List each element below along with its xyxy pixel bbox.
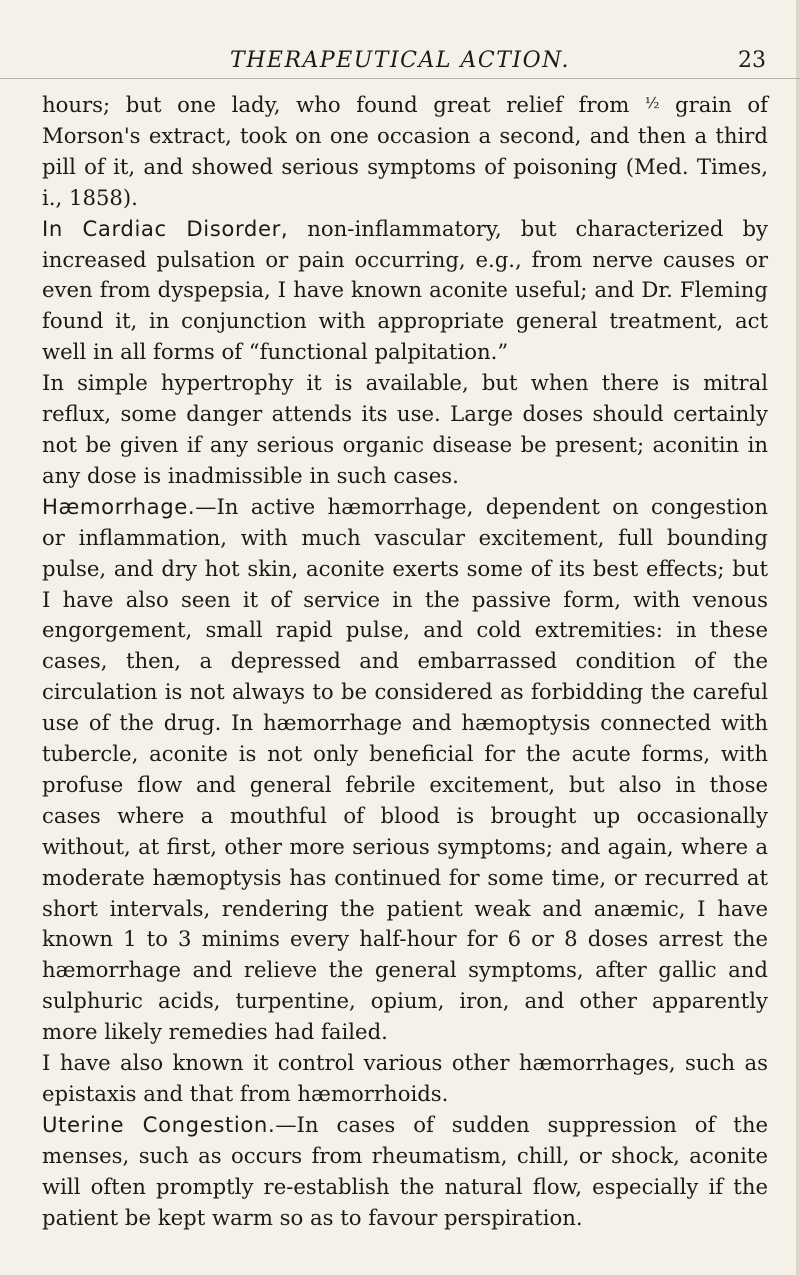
paragraph-text: In simple hypertrophy it is available, but when there is mitral reflux, some danger attends its use. Large doses should certainly not be given if any serious organic disease be present; aconitin in any dose is inadmissible in such cases.: [42, 370, 768, 488]
paragraph-text: hours; but one lady, who found great relief from: [42, 92, 645, 117]
paragraph-cardiac-disorder: [42, 214, 768, 369]
paragraph-text: non-inflammatory, but characterized by increased pulsation or pain occurring, e.g., from nerve causes or even from dyspepsia, I have known aconite useful; and Dr. Fleming found it, in conjunction with appropriate general treatment, act well in all forms of “functional palpitation.”: [42, 215, 769, 365]
paragraph-haemorrhage: [42, 492, 768, 1048]
paragraph-tail: grain of Morson's extract, took on one occasion a second, and then a third pill of it, and showed serious symptoms of poisoning (Med. Times, i., 1858).: [42, 92, 768, 210]
section-heading: Uterine Congestion.: [42, 1111, 276, 1137]
section-heading: Hæmorrhage.: [42, 493, 196, 519]
running-title: THERAPEUTICAL ACTION.: [230, 48, 570, 73]
paragraph-text: —In active hæmorrhage, dependent on congestion or inflammation, with much vascular excitement, full bounding pulse, and dry hot skin, aconite exerts some of its best effects; but I have also seen it of service in the passive form, with venous engorgement, small rapid pulse, and cold extremities: in these cases, then, a depressed and embarrassed condition of the circulation is not always to be considered as forbidding the careful use of the drug. In hæmorrhage and hæmoptysis connected with tubercle, aconite is not only beneficial for the acute forms, with profuse flow and general febrile excitement, but also in those cases where a mouthful of blood is brought up occasionally without, at first, other more serious symptoms; and again, where a moderate hæmoptysis has continued for some time, or recurred at short intervals, rendering the patient weak and anæmic, I have known 1 to 3 minims every half-hour for 6 or 8 doses arrest the hæmorrhage and relieve the general symptoms, after gallic and sulphuric acids, turpentine, opium, iron, and other apparently more likely remedies had failed.: [42, 493, 768, 1045]
running-header: [0, 48, 800, 79]
page-number: 23: [738, 48, 766, 73]
paragraph-text: —In cases of sudden suppression of the menses, such as occurs from rheumatism, chill, or shock, aconite will often promptly re-establish the natural flow, especially if the patient be kept warm so as to favour perspiration.: [42, 1111, 769, 1230]
section-heading: In Cardiac Disorder,: [42, 215, 289, 241]
paragraph-uterine-congestion: [42, 1110, 768, 1234]
paragraph-other-haemorrhages: [42, 1048, 768, 1110]
paragraph-text: I have also known it control various other hæmorrhages, such as epistaxis and that from hæmorrhoids.: [42, 1050, 768, 1106]
fraction: ½: [644, 94, 660, 112]
paragraph-hypertrophy: [42, 368, 768, 492]
paragraph-continued: [42, 88, 768, 214]
page-edge: [796, 0, 800, 1275]
page-body: [42, 88, 768, 1234]
